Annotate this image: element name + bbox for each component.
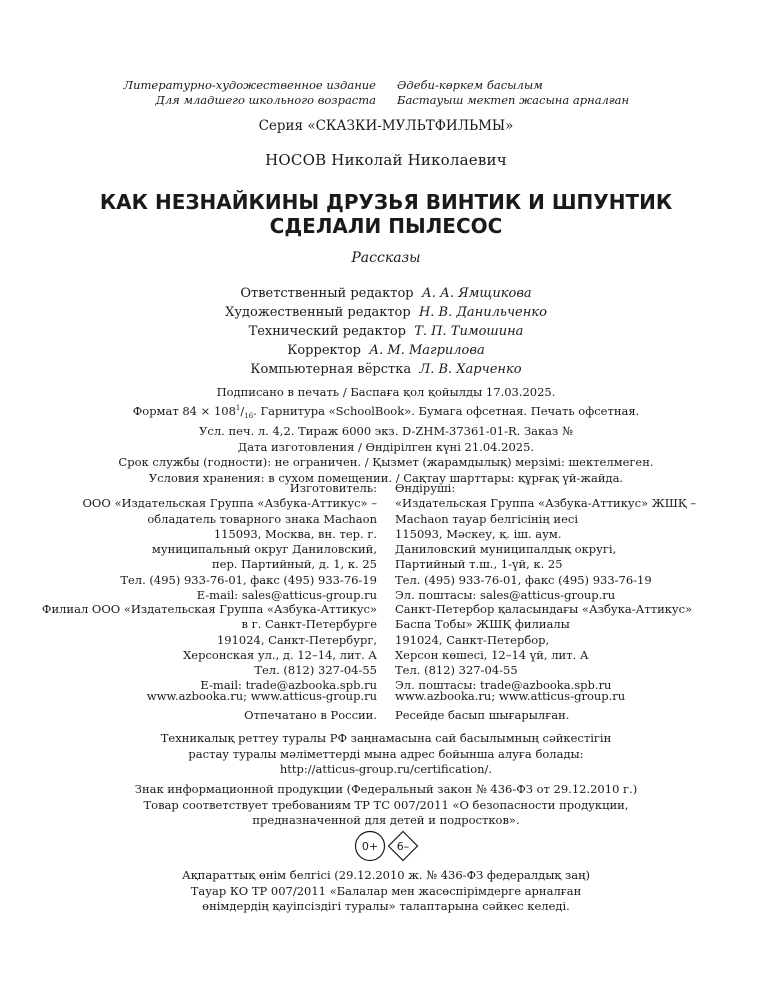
storage-conditions: Условия хранения: в сухом помещении. / Сақтау шарттары: құрғақ үй-жайда.	[148, 470, 624, 485]
manufacturer-ru-line: муниципальный округ Даниловский,	[151, 542, 377, 557]
book-title-line-1: КАК НЕЗНАЙКИНЫ ДРУЗЬЯ ВИНТИК И ШПУНТИК	[99, 190, 673, 214]
book-title-line-2: СДЕЛАЛИ ПЫЛЕСОС	[269, 214, 503, 238]
credit-name: Н. В. Данильченко	[418, 305, 547, 320]
manufacturer-ru-line: обладатель товарного знака Machaon	[147, 511, 377, 526]
branch-kz-line: Баспа Тобы» ЖШҚ филиалы	[395, 617, 570, 632]
age-badge-diamond	[389, 832, 418, 861]
branch-ru-line: 191024, Санкт-Петербург,	[216, 632, 377, 647]
format-den: 16	[244, 411, 254, 420]
manufacturer-kz-line: Партийный т.ш., 1-үй, к. 25	[395, 557, 563, 572]
branch-kz-line: Херсон көшесі, 12–14 үй, лит. А	[395, 647, 589, 662]
format-prefix: Формат 84 × 108	[132, 403, 236, 418]
info-sign-kz-line: Тауар КО ТР 007/2011 «Балалар мен жасөспірімдерге арналған	[190, 883, 582, 898]
age-badge-diamond-text: 6–	[396, 840, 410, 853]
info-sign-ru-line: Знак информационной продукции (Федеральный закон № 436-ФЗ от 29.12.2010 г.)	[134, 782, 638, 796]
branch-kz	[395, 602, 692, 694]
format-num: 1	[235, 403, 241, 412]
manufacturer-ru-line: пер. Партийный, д. 1, к. 25	[211, 557, 377, 572]
manufacturer-kz-line: Даниловский муниципалдық округі,	[395, 542, 617, 557]
certification-url: http://atticus-group.ru/certification/.	[279, 762, 493, 776]
book-title	[0, 190, 772, 238]
credit-row	[0, 360, 772, 379]
manufacturer-kz-line: Machaon тауар белгісінің иесі	[395, 511, 578, 526]
manufacturer-ru-line: Изготовитель:	[289, 481, 377, 495]
manufacturer-kz-email: Эл. поштасы: sales@atticus-group.ru	[395, 588, 616, 603]
format-line: Формат $84 \times 108^1/_{16}$. Гарнитура «SchoolBook». Бумага офсетная. Печать офсетная.	[132, 403, 640, 420]
author-name: НОСОВ Николай Николаевич	[265, 151, 507, 169]
edition-type-ru: Литературно-художественное издание	[123, 78, 376, 92]
info-sign-ru-line: предназначенной для детей и подростков».	[252, 813, 520, 827]
printed-ru: Отпечатано в России.	[244, 708, 377, 722]
branch-kz-line: Тел. (812) 327-04-55	[395, 663, 518, 678]
tech-regulation	[0, 731, 772, 778]
websites-kz: www.azbooka.ru; www.atticus-group.ru	[395, 689, 626, 703]
branch-kz-email: Эл. поштасы: trade@azbooka.spb.ru	[395, 678, 612, 693]
manufacturer-kz-line: Өндіруші:	[395, 481, 456, 495]
credit-name: Т. П. Тимошина	[414, 324, 524, 339]
manufacturer-kz-line: Тел. (495) 933-76-01, факс (495) 933-76-19	[395, 572, 652, 587]
signed-date: Подписано в печать / Баспаға қол қойылды 17.03.2025.	[216, 385, 556, 399]
credit-name: А. М. Магрилова	[369, 343, 485, 358]
tech-regulation-line: растау туралы мәліметтерді мына адрес бойынша алуға болады:	[188, 746, 584, 761]
manufacturer-kz-line: «Издательская Группа «Азбука-Аттикус» ЖШҚ –	[395, 496, 697, 511]
info-sign-ru-line: Товар соответствует требованиям ТР ТС 007/2011 «О безопасности продукции,	[143, 797, 629, 812]
printed-kz: Ресейде басып шығарылған.	[395, 708, 570, 722]
format-suffix: . Гарнитура «SchoolBook». Бумага офсетная. Печать офсетная.	[253, 403, 640, 418]
branch-ru-email: E-mail: trade@azbooka.spb.ru	[200, 678, 377, 693]
info-sign-kz-line: Ақпараттық өнім белгісі (29.12.2010 ж. № 436-ФЗ федералдық заң)	[182, 868, 590, 882]
credit-row	[0, 341, 772, 360]
branch-ru	[0, 602, 377, 694]
manufacturer-kz	[395, 481, 696, 603]
branch-ru-line: Херсонская ул., д. 12–14, лит. А	[183, 647, 377, 662]
manufacturer-kz-line: 115093, Мәскеу, қ. іш. аум.	[395, 526, 562, 541]
credit-row	[0, 303, 772, 322]
age-badge-circle	[356, 832, 385, 861]
credit-role: Компьютерная вёрстка	[250, 362, 412, 377]
age-group-ru: Для младшего школьного возраста	[155, 93, 376, 107]
credit-row	[0, 284, 772, 303]
credit-role: Художественный редактор	[225, 305, 411, 320]
credit-row	[0, 322, 772, 341]
branch-kz-line: 191024, Санкт-Петербор,	[395, 632, 550, 647]
branch-ru-line: Тел. (812) 327-04-55	[254, 663, 377, 678]
info-sign-kz-line: өнімдердің қауіпсіздігі туралы» талаптарына сәйкес келеді.	[202, 899, 570, 913]
manufacturer-ru-line: Тел. (495) 933-76-01, факс (495) 933-76-19	[120, 572, 377, 587]
websites-ru: www.azbooka.ru; www.atticus-group.ru	[146, 689, 377, 703]
manufacturer-ru-line: ООО «Издательская Группа «Азбука-Аттикус» –	[82, 496, 377, 511]
credit-role: Технический редактор	[248, 324, 406, 339]
age-badge-circle-text: 0+	[361, 840, 379, 853]
manufacturer-ru-email: E-mail: sales@atticus-group.ru	[196, 588, 377, 603]
edition-type-kz: Әдеби-көркем басылым	[397, 78, 543, 92]
header-left	[0, 78, 376, 108]
age-badges	[354, 830, 424, 862]
info-sign-kz	[0, 868, 772, 915]
info-sign-ru	[0, 782, 772, 829]
credit-role: Ответственный редактор	[240, 286, 414, 301]
sheets-line: Усл. печ. л. 4,2. Тираж 6000 экз. D-ZHM-37361-01-R. Заказ №	[199, 424, 573, 439]
manufactured-date: Дата изготовления / Өндірілген күні 21.04.2025.	[237, 439, 535, 454]
branch-ru-line: Филиал ООО «Издательская Группа «Азбука-Аттикус»	[41, 602, 377, 616]
manufacturer-ru-line: 115093, Москва, вн. тер. г.	[213, 526, 377, 541]
branch-kz-line: Санкт-Петербор қаласындағы «Азбука-Аттикус»	[395, 602, 693, 616]
credits-block	[0, 284, 772, 379]
credit-name: Л. В. Харченко	[419, 362, 522, 377]
age-group-kz: Бастауыш мектеп жасына арналған	[397, 93, 630, 107]
tech-regulation-line: Техникалық реттеу туралы РФ заңнамасына сай басылымның сәйкестігін	[160, 731, 612, 745]
book-subtitle: Рассказы	[351, 250, 421, 266]
header-right	[397, 78, 629, 108]
print-info	[0, 385, 772, 486]
service-life: Срок службы (годности): не ограничен. / Қызмет (жарамдылық) мерзімі: шектелмеген.	[118, 455, 654, 470]
credit-role: Корректор	[287, 343, 361, 358]
manufacturer-ru	[0, 481, 377, 603]
credit-name: А. А. Ямщикова	[421, 286, 532, 301]
series-line: Серия «СКАЗКИ-МУЛЬТФИЛЬМЫ»	[258, 118, 514, 134]
branch-ru-line: в г. Санкт-Петербурге	[241, 617, 377, 632]
